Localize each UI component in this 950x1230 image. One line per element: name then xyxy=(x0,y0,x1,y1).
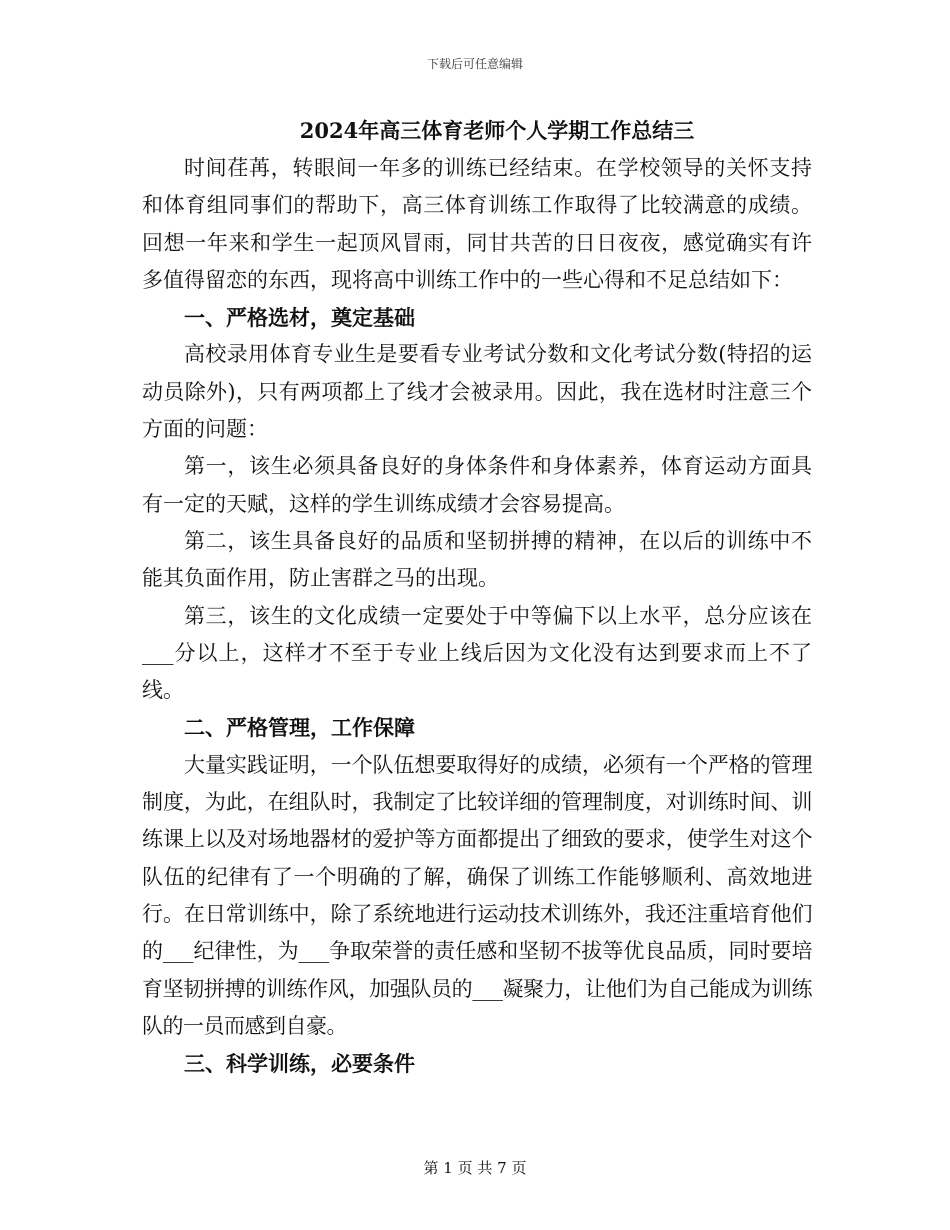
section-heading-2: 二、严格管理，工作保障 xyxy=(184,715,415,741)
paragraph-point-2: 第二，该生具备良好的品质和坚韧拼搏的精神，在以后的训练中不能其负面作用，防止害群之马的出现。 xyxy=(142,528,812,591)
paragraph-selection: 高校录用体育专业生是要看专业考试分数和文化考试分数(特招的运动员除外)，只有两项都上了线才会被录用。因此，我在选材时注意三个方面的问题： xyxy=(142,342,812,442)
paragraph-intro: 时间荏苒，转眼间一年多的训练已经结束。在学校领导的关怀支持和体育组同事们的帮助下，高三体育训练工作取得了比较满意的成绩。回想一年来和学生一起顶风冒雨，同甘共苦的日日夜夜，感觉确实有许多值得留恋的东西，现将高中训练工作中的一些心得和不足总结如下： xyxy=(142,156,812,292)
section-heading-1: 一、严格选材，奠定基础 xyxy=(184,305,415,331)
paragraph-point-3: 第三，该生的文化成绩一定要处于中等偏下以上水平，总分应该在___分以上，这样才不至于专业上线后因为文化没有达到要求而上不了线。 xyxy=(142,603,812,703)
paragraph-management: 大量实践证明，一个队伍想要取得好的成绩，必须有一个严格的管理制度，为此，在组队时，我制定了比较详细的管理制度，对训练时间、训练课上以及对场地器材的爱护等方面都提出了细致的要求，使学生对这个队伍的纪律有了一个明确的了解，确保了训练工作能够顺利、高效地进行。在日常训练中，除了系统地进行运动技术训练外，我还注重培育他们的___纪律性，为___争取荣誉的责任感和坚韧不拔等优良品质，同时要培育坚韧拼搏的训练作风，加强队员的___凝聚力，让他们为自己能成为训练队的一员而感到自豪。 xyxy=(142,752,812,1038)
document-title: 2024年高三体育老师个人学期工作总结三 xyxy=(299,118,695,143)
document-body xyxy=(142,112,812,1082)
paragraph-point-1: 第一，该生必须具备良好的身体条件和身体素养，体育运动方面具有一定的天赋，这样的学生训练成绩才会容易提高。 xyxy=(142,454,812,516)
section-heading-3: 三、科学训练，必要条件 xyxy=(184,1051,415,1077)
page-footer: 第 1 页 共 7 页 xyxy=(423,1159,527,1177)
header-note: 下载后可任意编辑 xyxy=(426,57,523,71)
